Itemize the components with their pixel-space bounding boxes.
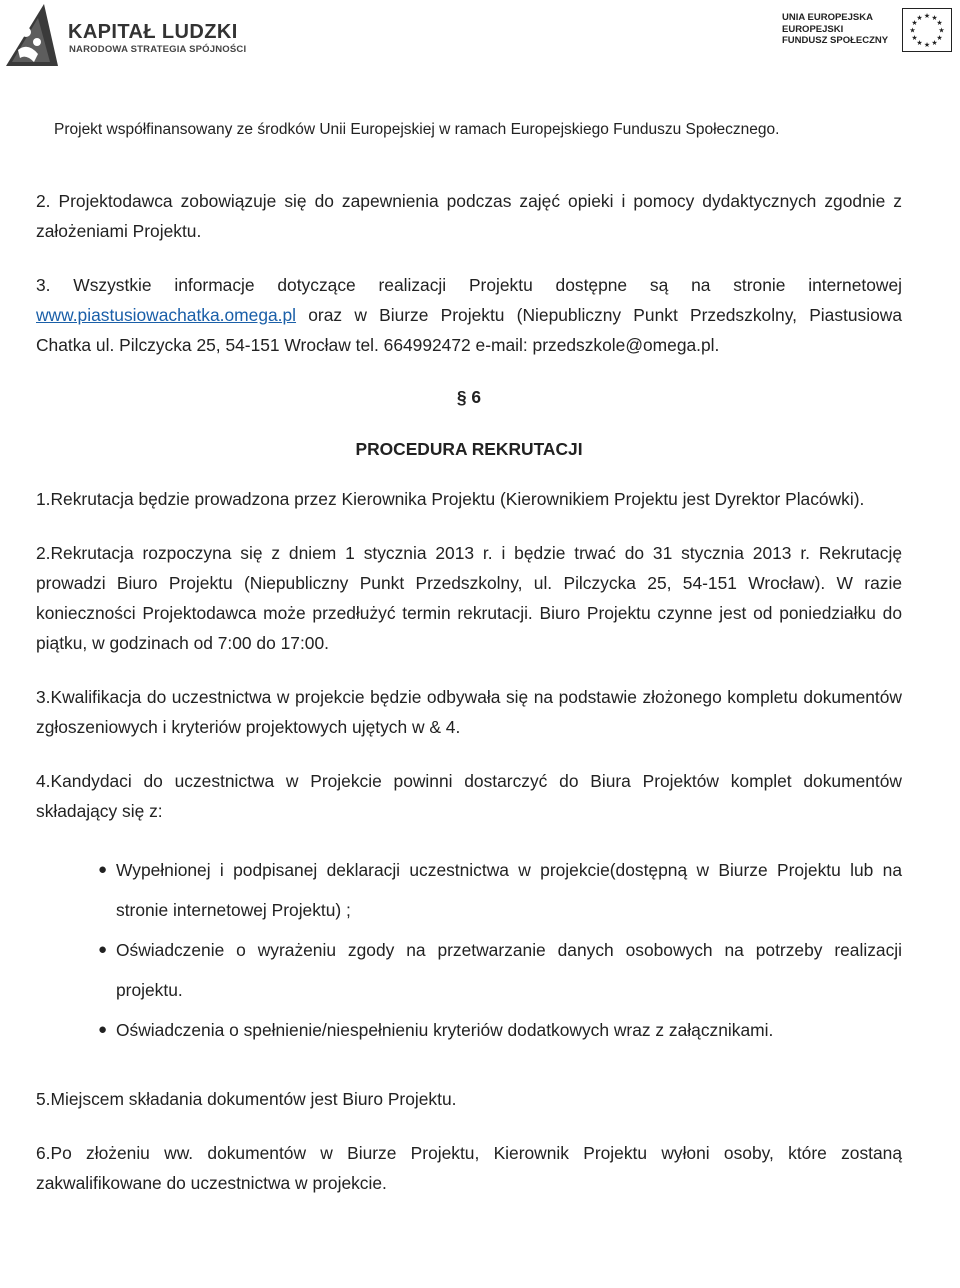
bullet-icon: ● bbox=[98, 861, 108, 878]
list-item bbox=[36, 930, 902, 1010]
svg-text:★: ★ bbox=[931, 39, 938, 47]
ue-logo-line-2: EUROPEJSKI bbox=[782, 23, 844, 35]
svg-text:★: ★ bbox=[911, 34, 918, 42]
recruitment-point-4: 4.Kandydaci do uczestnictwa w Projekcie powinni dostarczyć do Biura Projektów komplet dokumentów składający się z: bbox=[36, 771, 902, 821]
svg-text:★: ★ bbox=[916, 14, 923, 22]
ue-logo-line-1: UNIA EUROPEJSKA bbox=[782, 12, 873, 23]
ue-efs-logo bbox=[776, 6, 956, 56]
paragraph-3 bbox=[36, 270, 902, 360]
cofinancing-note: Projekt współfinansowany ze środków Unii Europejskiej w ramach Europejskiego Funduszu Społecznego. bbox=[54, 121, 780, 138]
recruitment-point-2: 2.Rekrutacja rozpoczyna się z dniem 1 stycznia 2013 r. i będzie trwać do 31 stycznia 2013 r. Rekrutację prowadzi Biuro Projektu (Niepubliczny Punkt Przedszkolny, ul. Pilczycka 25, 54-151 Wrocław). W razie konieczności Projektodawca może przedłużyć termin rekrutacji. Biuro Projektu czynne jest od poniedziałku do piątku, w godzinach od 7:00 do 17:00. bbox=[36, 543, 902, 653]
list-item bbox=[36, 850, 902, 930]
list-item-text: Wypełnionej i podpisanej deklaracji uczestnictwa w projekcie(dostępną w Biurze Projektu lub na stronie internetowej Projektu) ; bbox=[116, 860, 902, 920]
kapital-ludzki-title: KAPITAŁ LUDZKI bbox=[68, 21, 238, 43]
recruitment-point-3: 3.Kwalifikacja do uczestnictwa w projekcie będzie odbywała się na podstawie złożonego kompletu dokumentów zgłoszeniowych i kryteriów projektowych ujętych w & 4. bbox=[36, 687, 902, 737]
svg-text:★: ★ bbox=[936, 19, 943, 27]
svg-text:★: ★ bbox=[936, 34, 943, 42]
ue-logo-text bbox=[782, 12, 888, 47]
svg-text:★: ★ bbox=[916, 39, 923, 47]
section-title: PROCEDURA REKRUTACJI bbox=[355, 439, 583, 459]
section-number: § 6 bbox=[456, 387, 482, 407]
kapital-ludzki-logo bbox=[4, 2, 247, 68]
required-documents-list bbox=[36, 850, 902, 1050]
recruitment-point-1: 1.Rekrutacja będzie prowadzona przez Kierownika Projektu (Kierownikiem Projektu jest Dyrektor Placówki). bbox=[36, 489, 865, 509]
svg-text:★: ★ bbox=[923, 12, 931, 20]
svg-text:★: ★ bbox=[938, 26, 945, 35]
list-item-text: Oświadczenie o wyrażeniu zgody na przetwarzanie danych osobowych na potrzeby realizacji projektu. bbox=[116, 940, 902, 1000]
bullet-icon: ● bbox=[98, 1021, 108, 1038]
recruitment-point-5: 5.Miejscem składania dokumentów jest Biuro Projektu. bbox=[36, 1089, 457, 1109]
kapital-ludzki-emblem-icon bbox=[4, 2, 60, 68]
website-link[interactable]: www.piastusiowachatka.omega.pl bbox=[36, 305, 297, 325]
page-header bbox=[0, 0, 960, 138]
ue-logo-line-3: FUNDUSZ SPOŁECZNY bbox=[782, 35, 889, 46]
svg-text:★: ★ bbox=[931, 14, 938, 22]
svg-text:★: ★ bbox=[923, 41, 931, 49]
recruitment-point-6: 6.Po złożeniu ww. dokumentów w Biurze Projektu, Kierownik Projektu wyłoni osoby, które zostaną zakwalifikowane do uczestnictwa w projekcie. bbox=[36, 1143, 902, 1193]
eu-flag-icon bbox=[902, 8, 952, 52]
svg-text:★: ★ bbox=[911, 19, 918, 27]
paragraph-3-end: oraz w Biurze Projektu (Niepubliczny Punkt Przedszkolny, Piastusiowa Chatka ul. Pilczycka 25, 54-151 Wrocław tel. 664992472 e-mail: przedszkole@omega.pl. bbox=[36, 305, 902, 355]
svg-text:★: ★ bbox=[909, 26, 916, 35]
kapital-ludzki-subtitle: NARODOWA STRATEGIA SPÓJNOŚCI bbox=[69, 44, 247, 55]
paragraph-2: 2. Projektodawca zobowiązuje się do zapewnienia podczas zajęć opieki i pomocy dydaktycznych zgodnie z założeniami Projektu. bbox=[36, 191, 902, 241]
list-item-text: Oświadczenia o spełnienie/niespełnieniu kryteriów dodatkowych wraz z załącznikami. bbox=[116, 1020, 774, 1040]
document-body bbox=[36, 186, 902, 1222]
bullet-icon: ● bbox=[98, 941, 108, 958]
paragraph-3-start: 3. Wszystkie informacje dotyczące realizacji Projektu dostępne są na stronie internetowej bbox=[36, 275, 902, 295]
list-item bbox=[36, 1010, 902, 1050]
